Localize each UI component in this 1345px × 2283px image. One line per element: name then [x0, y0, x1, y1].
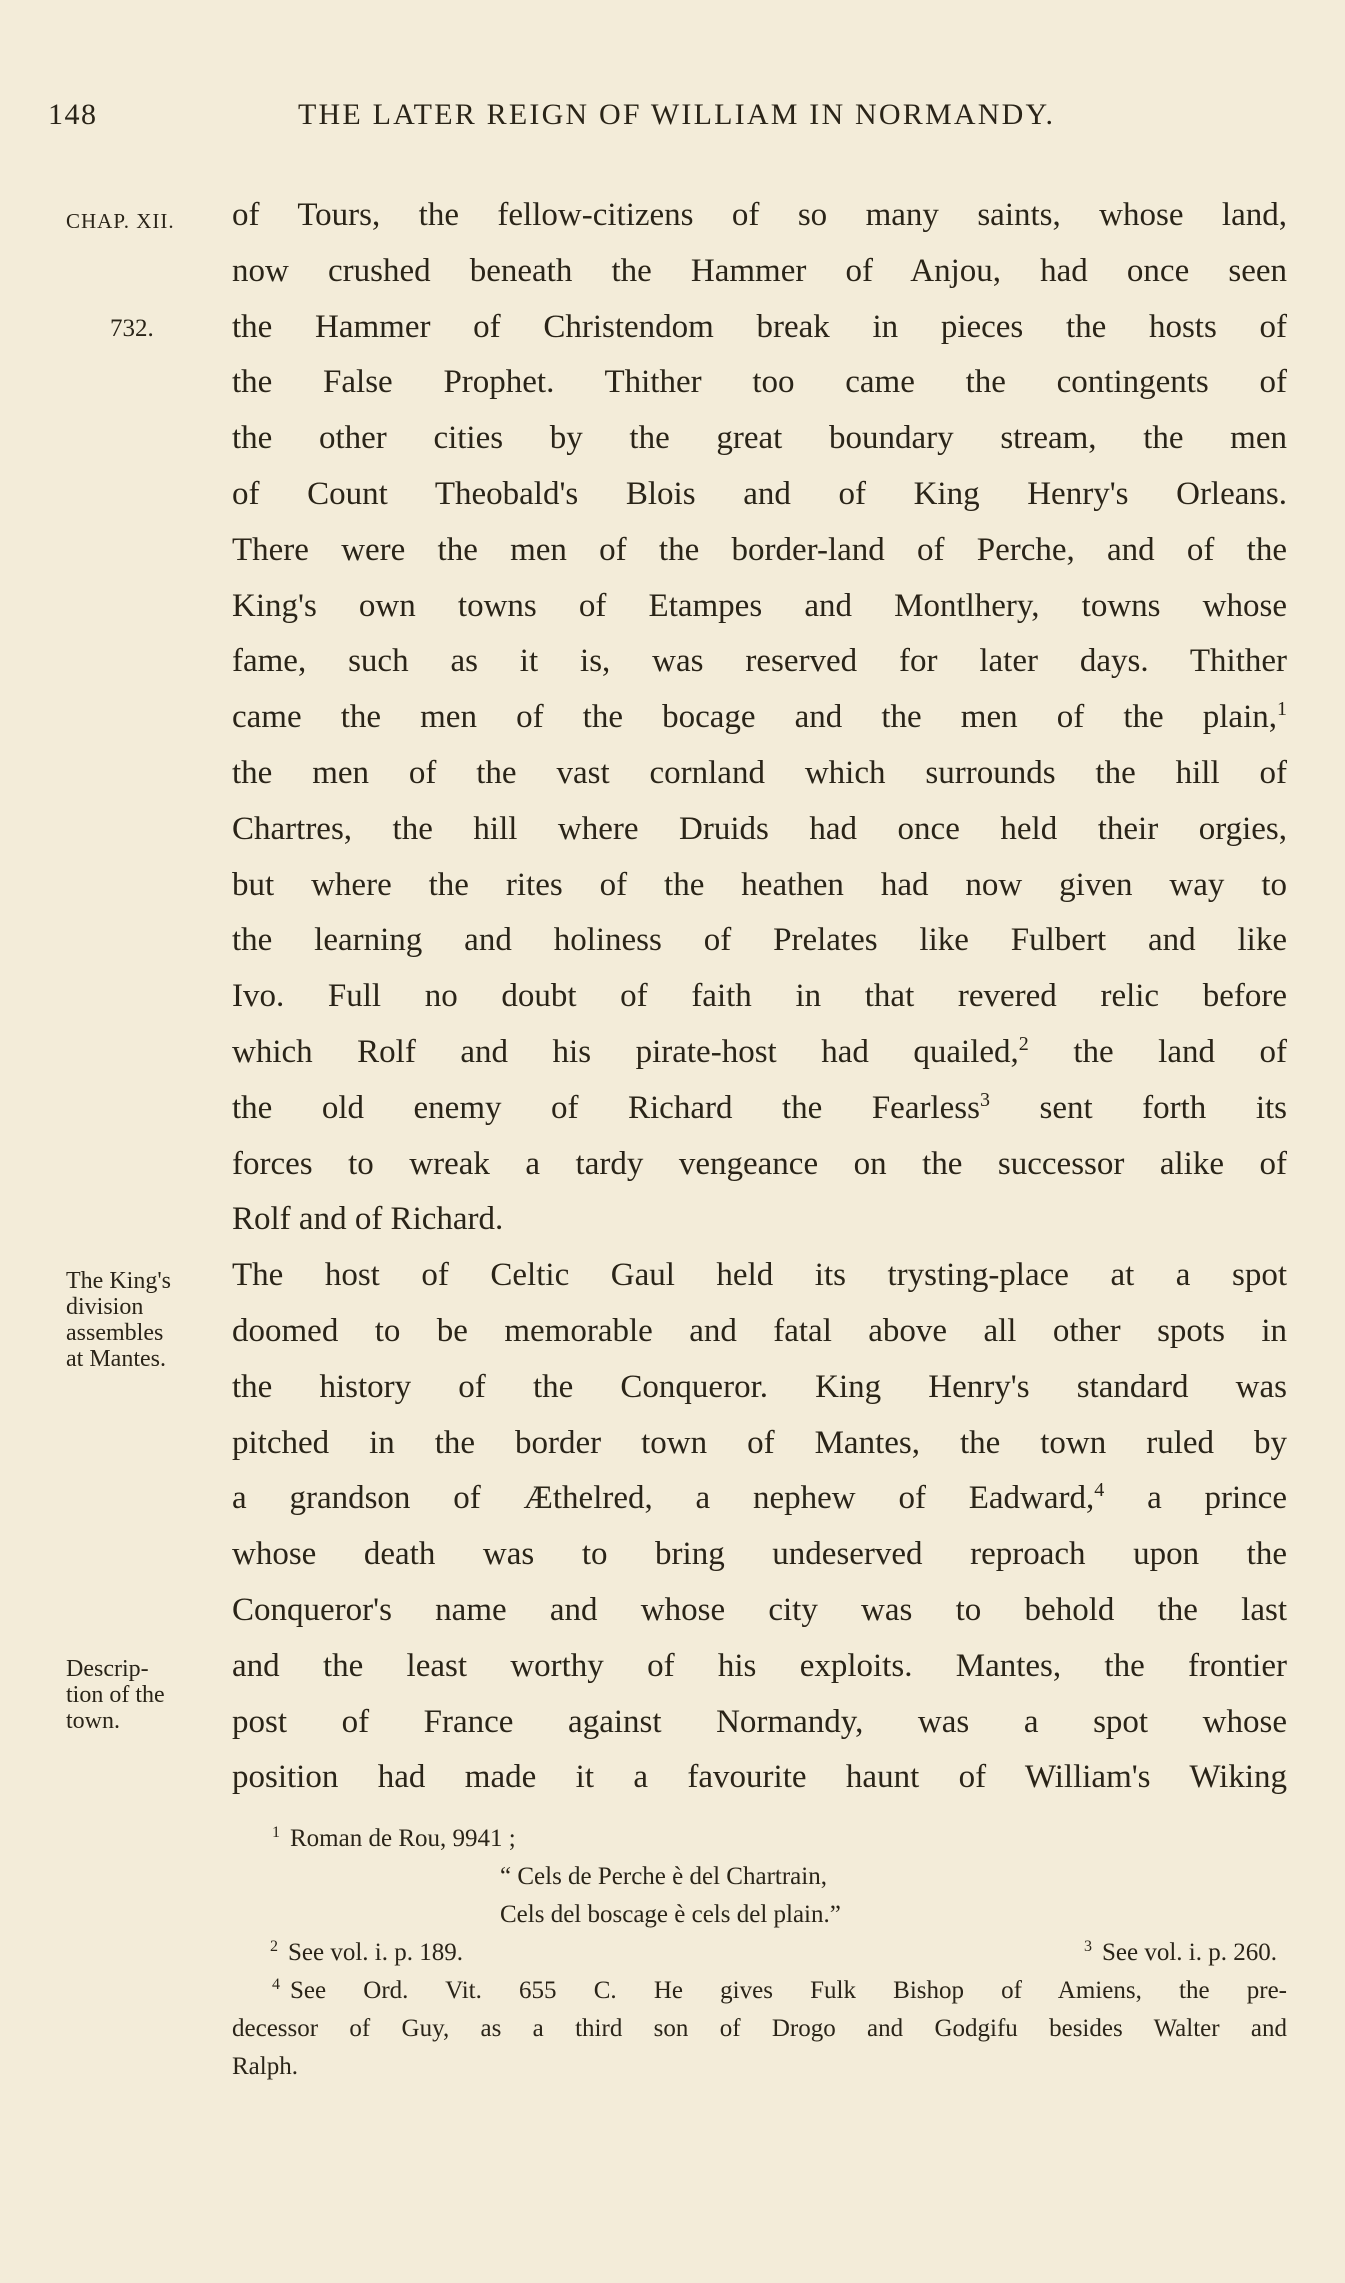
margin-note-line: at Mantes. [66, 1346, 166, 1372]
text-line: the other cities by the great boundary stream, the men [232, 420, 1287, 457]
footnote-number: 2 [270, 1937, 278, 1955]
margin-note-line: The King's [66, 1268, 171, 1294]
footnote-number: 1 [272, 1823, 280, 1841]
text-line [232, 1471, 1287, 1527]
text-line: The host of Celtic Gaul held its trysting-place at a spot [232, 1257, 1287, 1294]
footnote-1-quote-line: “ Cels de Perche è del Chartrain, [500, 1863, 827, 1890]
footnote-ref-4[interactable]: 4 [1094, 1479, 1105, 1502]
text-line: Chartres, the hill where Druids had once held their orgies, [232, 810, 1287, 847]
footnote-text: Roman de Rou, 9941 ; [290, 1825, 516, 1852]
year-marker: 732. [110, 315, 154, 342]
text-segment: came the men of the bocage and the men of the plain, [232, 699, 1277, 736]
text-line: pitched in the border town of Mantes, the town ruled by [232, 1424, 1287, 1461]
footnote-4 [232, 1972, 1287, 2010]
text-segment: a grandson of Æthelred, a nephew of Eadward, [232, 1480, 1095, 1517]
margin-note-kings-division [66, 1268, 231, 1372]
text-line: and the least worthy of his exploits. Mantes, the frontier [232, 1647, 1287, 1684]
running-title: THE LATER REIGN OF WILLIAM IN NORMANDY. [298, 98, 1056, 131]
footnote-ref-1[interactable]: 1 [1277, 698, 1287, 721]
text-line: the learning and holiness of Prelates like Fulbert and like [232, 922, 1287, 959]
margin-note-line: town. [66, 1708, 120, 1734]
footnote-4-line: Ralph. [232, 2053, 298, 2080]
text-segment: the old enemy of Richard the Fearless [232, 1089, 980, 1126]
text-line: doomed to be memorable and fatal above all other spots in [232, 1312, 1287, 1349]
footnote-2 [270, 1934, 463, 1972]
text-line: King's own towns of Etampes and Montlhery, towns whose [232, 587, 1287, 624]
footnote-row-2-3 [232, 1934, 1287, 1972]
footnote-text: See vol. i. p. 189. [288, 1939, 463, 1966]
text-line: fame, such as it is, was reserved for later days. Thither [232, 643, 1287, 680]
footnote-ref-3[interactable]: 3 [979, 1088, 990, 1111]
body-text [232, 188, 1287, 1806]
text-line: of Tours, the fellow-citizens of so many saints, whose land, [232, 197, 1287, 233]
footnote-number: 3 [1084, 1937, 1092, 1955]
margin-note-description-of-town [66, 1656, 231, 1734]
text-line: Rolf and of Richard. [232, 1201, 504, 1238]
margin-note-line: Descrip- [66, 1656, 149, 1682]
footnote-number: 4 [272, 1975, 280, 1993]
footnote-4-line: decessor of Guy, as a third son of Drogo and Godgifu besides Walter and [232, 2015, 1287, 2042]
text-line [232, 1081, 1287, 1137]
text-line: now crushed beneath the Hammer of Anjou, had once seen [232, 252, 1287, 289]
text-line: but where the rites of the heathen had now given way to [232, 866, 1287, 903]
text-line: whose death was to bring undeserved reproach upon the [232, 1536, 1287, 1573]
footnote-text: See Ord. Vit. 655 C. He gives Fulk Bishop of Amiens, the pre- [290, 1977, 1287, 2004]
text-segment: a prince [1104, 1480, 1287, 1517]
text-line: There were the men of the border-land of Perche, and of the [232, 531, 1287, 568]
text-segment: the land of [1028, 1033, 1288, 1070]
margin-note-line: tion of the [66, 1682, 165, 1708]
text-segment: sent forth its [989, 1089, 1288, 1126]
chapter-marker: CHAP. XII. [66, 209, 175, 233]
margin-note-line: division [66, 1294, 144, 1320]
footnote-ref-2[interactable]: 2 [1018, 1032, 1029, 1055]
text-line: the history of the Conqueror. King Henry's standard was [232, 1368, 1287, 1405]
footnote-1 [232, 1820, 1287, 1858]
text-line: the False Prophet. Thither too came the contingents of [232, 364, 1287, 401]
footnotes [232, 1820, 1287, 2086]
footnote-text: See vol. i. p. 260. [1102, 1939, 1277, 1966]
text-line: Conqueror's name and whose city was to behold the last [232, 1591, 1287, 1628]
text-line: the men of the vast cornland which surrounds the hill of [232, 754, 1287, 791]
margin-note-line: assembles [66, 1320, 164, 1346]
page-number: 148 [48, 98, 98, 131]
footnote-3 [1084, 1934, 1277, 1972]
text-line: the Hammer of Christendom break in pieces the hosts of [232, 308, 1287, 345]
footnote-1-quote-line: Cels del boscage è cels del plain.” [500, 1901, 841, 1928]
text-segment: which Rolf and his pirate-host had quailed, [232, 1033, 1019, 1070]
text-line: post of France against Normandy, was a spot whose [232, 1703, 1287, 1740]
text-line [232, 690, 1287, 746]
text-line: Ivo. Full no doubt of faith in that revered relic before [232, 978, 1287, 1015]
text-line: position had made it a favourite haunt of William's Wiking [232, 1759, 1287, 1796]
text-line [232, 1025, 1287, 1081]
text-line: of Count Theobald's Blois and of King Henry's Orleans. [232, 475, 1287, 512]
text-line: forces to wreak a tardy vengeance on the successor alike of [232, 1145, 1287, 1182]
